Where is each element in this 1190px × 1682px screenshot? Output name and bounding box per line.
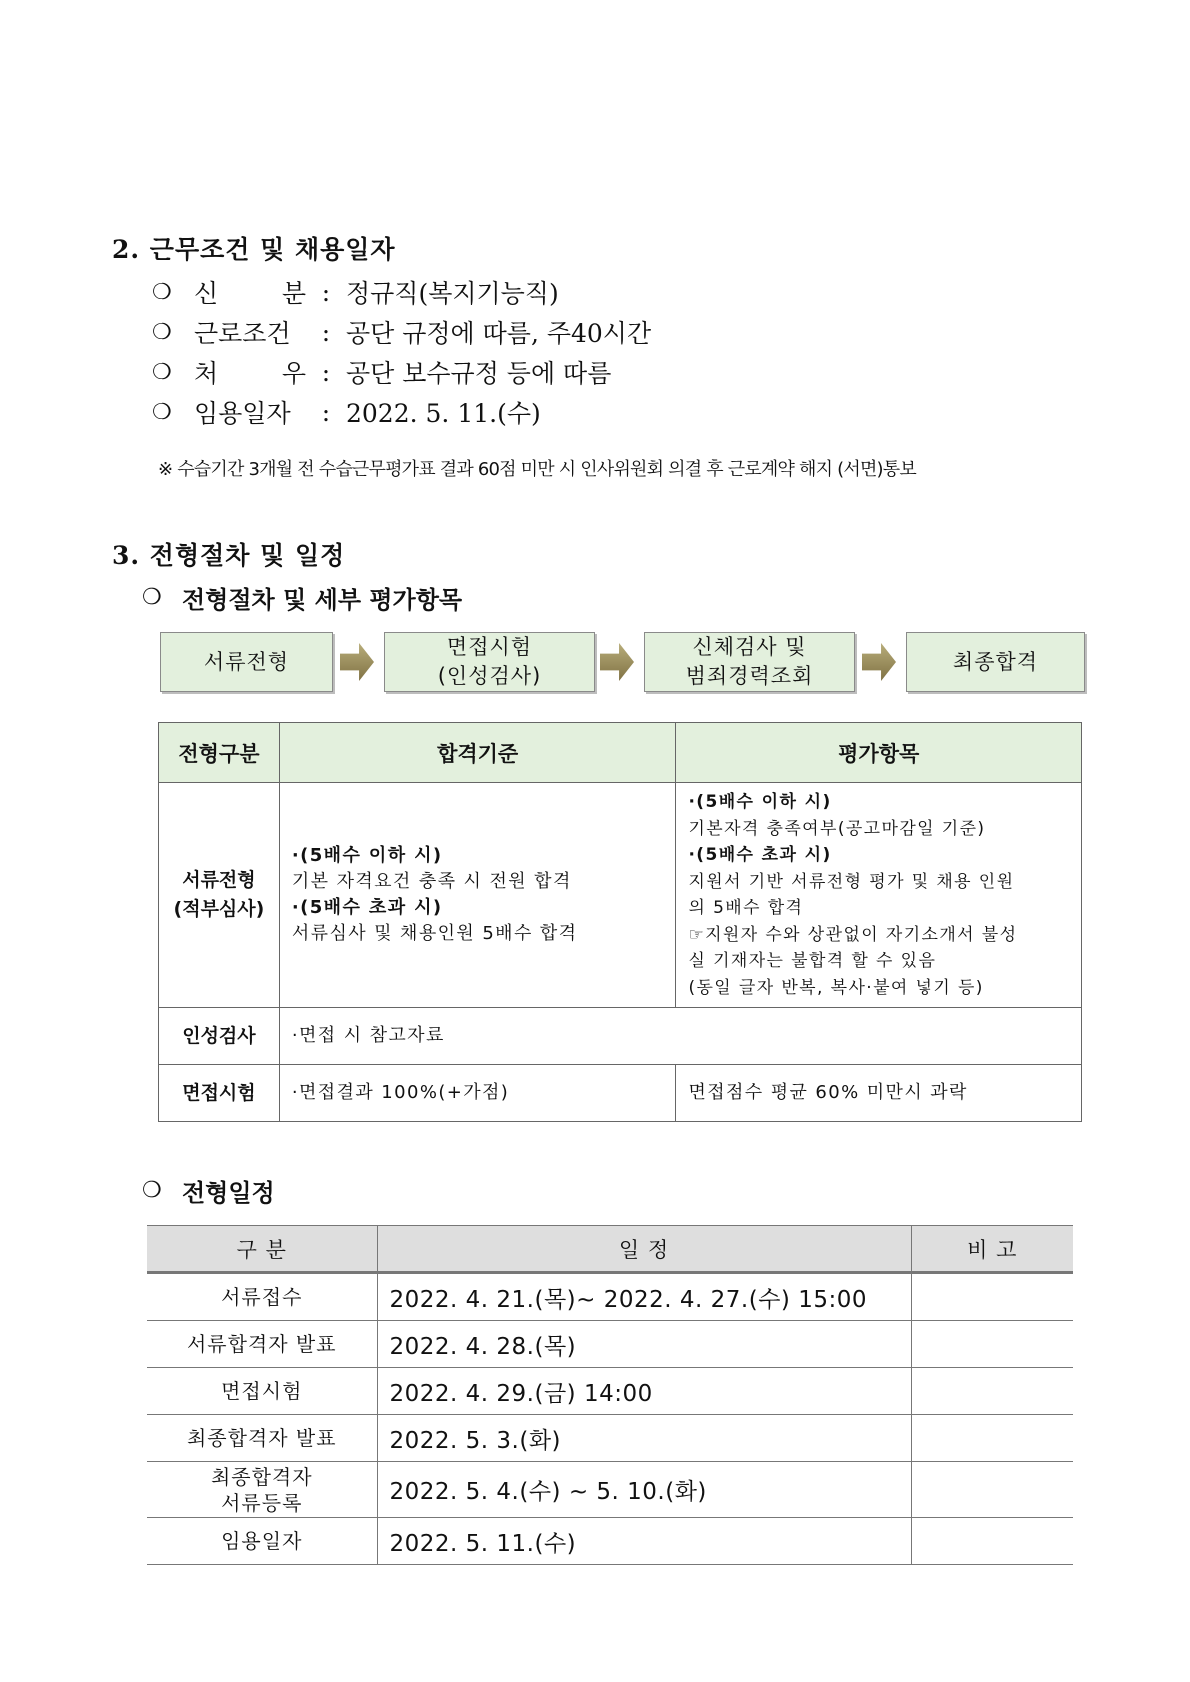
- table-header-row: [147, 1226, 1073, 1273]
- column-header: 합격기준: [279, 723, 676, 783]
- condition-value: 공단 보수규정 등에 따름: [346, 359, 612, 388]
- section-3-title: 3. 전형절차 및 일정: [112, 541, 346, 570]
- condition-label: 처 우: [194, 359, 306, 388]
- table-row: [147, 1368, 1073, 1415]
- stage-cell: 서류합격자 발표: [147, 1321, 377, 1368]
- circle-bullet-icon: ❍: [142, 584, 162, 610]
- condition-start-date: ❍ 임용일자 : 2022. 5. 11.(수): [152, 392, 651, 432]
- column-header: 비 고: [911, 1226, 1073, 1273]
- items-cell: 면접점수 평균 60% 미만시 과락: [676, 1065, 1082, 1122]
- table-row: [159, 1008, 1082, 1065]
- table-row: [147, 1321, 1073, 1368]
- table-row: [147, 1518, 1073, 1565]
- procedure-subtitle: ❍ 전형절차 및 세부 평가항목: [142, 584, 463, 614]
- flow-step-document: 서류전형: [160, 632, 333, 692]
- stage-cell: 최종합격자 서류등록: [147, 1462, 377, 1518]
- circle-bullet-icon: ❍: [142, 1177, 162, 1203]
- table-row: [147, 1415, 1073, 1462]
- criteria-cell: ·(5배수 이하 시) 기본 자격요건 충족 시 전원 합격 ·(5배수 초과 시) 서류심사 및 채용인원 5배수 합격: [279, 783, 676, 1008]
- arrow-right-icon: [862, 643, 896, 681]
- stage-cell: 인성검사: [159, 1008, 280, 1065]
- table-header-row: [159, 723, 1082, 783]
- condition-label: 임용일자: [194, 399, 291, 428]
- stage-cell: 면접시험: [159, 1065, 280, 1122]
- condition-pay: ❍ 처 우 : 공단 보수규정 등에 따름: [152, 352, 651, 392]
- column-header: 일 정: [377, 1226, 911, 1273]
- condition-value: 공단 규정에 따름, 주40시간: [346, 319, 652, 348]
- table-row: [159, 783, 1082, 1008]
- section-2-title: 2. 근무조건 및 채용일자: [112, 235, 396, 264]
- flow-step-interview: 면접시험 (인성검사): [384, 632, 595, 692]
- condition-label: 근로조건: [194, 319, 291, 348]
- condition-label: 신 분: [194, 279, 306, 308]
- note-cell: [911, 1462, 1073, 1518]
- conditions-list: [152, 272, 651, 432]
- criteria-cell: ·면접결과 100%(+가점): [279, 1065, 676, 1122]
- circle-bullet-icon: ❍: [152, 399, 172, 425]
- stage-cell: 서류전형 (적부심사): [159, 783, 280, 1008]
- condition-value: 정규직(복지기능직): [346, 279, 559, 308]
- condition-status: ❍ 신 분 : 정규직(복지기능직): [152, 272, 651, 312]
- table-row: [147, 1273, 1073, 1321]
- note-cell: [911, 1518, 1073, 1565]
- flow-step-final: 최종합격: [906, 632, 1085, 692]
- note-cell: [911, 1321, 1073, 1368]
- column-header: 평가항목: [676, 723, 1082, 783]
- column-header: 전형구분: [159, 723, 280, 783]
- flow-step-checkup: 신체검사 및 범죄경력조회: [644, 632, 855, 692]
- date-cell: 2022. 4. 28.(목): [377, 1321, 911, 1368]
- condition-work: ❍ 근로조건 : 공단 규정에 따름, 주40시간: [152, 312, 651, 352]
- date-cell: 2022. 4. 21.(목)~ 2022. 4. 27.(수) 15:00: [377, 1273, 911, 1321]
- stage-cell: 면접시험: [147, 1368, 377, 1415]
- schedule-table: [147, 1225, 1073, 1565]
- date-cell: 2022. 5. 11.(수): [377, 1518, 911, 1565]
- stage-cell: 임용일자: [147, 1518, 377, 1565]
- table-row: [159, 1065, 1082, 1122]
- items-cell: ·(5배수 이하 시) 기본자격 충족여부(공고마감일 기준) ·(5배수 초과 시) 지원서 기반 서류전형 평가 및 채용 인원 의 5배수 합격 ☞지원자 수와 상관없이 자기소개서 불성 실 기재자는 불합격 할 수 있음 (동일 글자 반복, 복사·붙여 넣기 등): [676, 783, 1082, 1008]
- probation-note: ※ 수습기간 3개월 전 수습근무평가표 결과 60점 미만 시 인사위원회 의결 후 근로계약 해지 (서면)통보: [158, 459, 916, 480]
- circle-bullet-icon: ❍: [152, 319, 172, 345]
- column-header: 구 분: [147, 1226, 377, 1273]
- stage-cell: 최종합격자 발표: [147, 1415, 377, 1462]
- date-cell: 2022. 5. 3.(화): [377, 1415, 911, 1462]
- arrow-right-icon: [600, 643, 634, 681]
- date-cell: 2022. 5. 4.(수) ~ 5. 10.(화): [377, 1462, 911, 1518]
- note-cell: [911, 1273, 1073, 1321]
- note-cell: [911, 1368, 1073, 1415]
- circle-bullet-icon: ❍: [152, 359, 172, 385]
- stage-cell: 서류접수: [147, 1273, 377, 1321]
- table-row: [147, 1462, 1073, 1518]
- schedule-subtitle: ❍ 전형일정: [142, 1177, 275, 1207]
- circle-bullet-icon: ❍: [152, 279, 172, 305]
- condition-value: 2022. 5. 11.(수): [346, 399, 541, 428]
- note-cell: [911, 1415, 1073, 1462]
- evaluation-table: [158, 722, 1082, 1122]
- date-cell: 2022. 4. 29.(금) 14:00: [377, 1368, 911, 1415]
- arrow-right-icon: [340, 643, 374, 681]
- criteria-cell: ·면접 시 참고자료: [279, 1008, 1081, 1065]
